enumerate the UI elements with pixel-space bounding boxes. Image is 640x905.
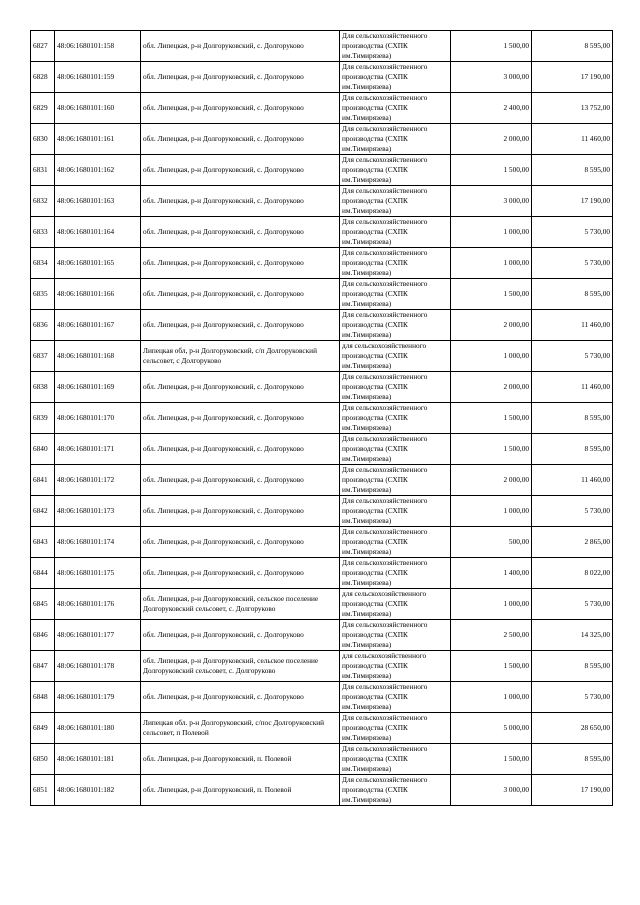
permitted-use-cell: для сельскохозяйственного производства (СХПК им.Тимирязева) [340,589,451,620]
cadastral-number-cell: 48:06:1680101:168 [55,341,141,372]
address-cell: обл. Липецкая, р-н Долгоруковский, с. Долгоруково [141,310,340,341]
cadastral-value-cell: 5 730,00 [532,217,613,248]
permitted-use-cell: Для сельскохозяйственного производства (СХПК им.Тимирязева) [340,279,451,310]
row-number-cell: 6833 [31,217,55,248]
table-row [31,310,613,341]
table-row [31,465,613,496]
cadastral-value-cell: 17 190,00 [532,62,613,93]
row-number-cell: 6838 [31,372,55,403]
permitted-use-cell: Для сельскохозяйственного производства (СХПК им.Тимирязева) [340,527,451,558]
address-cell: обл. Липецкая, р-н Долгоруковский, с. Долгоруково [141,465,340,496]
row-number-cell: 6847 [31,651,55,682]
table-row [31,682,613,713]
cadastral-number-cell: 48:06:1680101:179 [55,682,141,713]
permitted-use-cell: Для сельскохозяйственного производства (СХПК им.Тимирязева) [340,93,451,124]
table-row [31,279,613,310]
table-row [31,31,613,62]
area-cell: 2 000,00 [451,372,532,403]
table-row [31,93,613,124]
cadastral-number-cell: 48:06:1680101:178 [55,651,141,682]
cadastral-value-cell: 11 460,00 [532,124,613,155]
cadastral-value-cell: 17 190,00 [532,775,613,806]
cadastral-number-cell: 48:06:1680101:175 [55,558,141,589]
permitted-use-cell: Для сельскохозяйственного производства (СХПК им.Тимирязева) [340,217,451,248]
cadastral-number-cell: 48:06:1680101:167 [55,310,141,341]
address-cell: обл. Липецкая, р-н Долгоруковский, с. Долгоруково [141,155,340,186]
table-row [31,744,613,775]
cadastral-value-cell: 8 595,00 [532,744,613,775]
address-cell: обл. Липецкая, р-н Долгоруковский, сельское поселение Долгоруковский сельсовет, с. Долгоруково [141,589,340,620]
area-cell: 1 500,00 [451,651,532,682]
row-number-cell: 6829 [31,93,55,124]
area-cell: 1 500,00 [451,434,532,465]
table-row [31,775,613,806]
row-number-cell: 6846 [31,620,55,651]
cadastral-number-cell: 48:06:1680101:177 [55,620,141,651]
table-row [31,248,613,279]
address-cell: обл. Липецкая, р-н Долгоруковский, п. Полевой [141,775,340,806]
address-cell: обл. Липецкая, р-н Долгоруковский, с. Долгоруково [141,434,340,465]
cadastral-number-cell: 48:06:1680101:170 [55,403,141,434]
cadastral-number-cell: 48:06:1680101:164 [55,217,141,248]
cadastral-number-cell: 48:06:1680101:172 [55,465,141,496]
row-number-cell: 6844 [31,558,55,589]
area-cell: 1 000,00 [451,682,532,713]
permitted-use-cell: Для сельскохозяйственного производства (СХПК им.Тимирязева) [340,186,451,217]
permitted-use-cell: Для сельскохозяйственного производства (СХПК им.Тимирязева) [340,310,451,341]
table-body [31,31,613,806]
cadastral-value-cell: 28 650,00 [532,713,613,744]
address-cell: обл. Липецкая, р-н Долгоруковский, с. Долгоруково [141,372,340,403]
area-cell: 3 000,00 [451,186,532,217]
table-row [31,124,613,155]
permitted-use-cell: Для сельскохозяйственного производства (СХПК им.Тимирязева) [340,558,451,589]
area-cell: 500,00 [451,527,532,558]
permitted-use-cell: Для сельскохозяйственного производства (СХПК им.Тимирязева) [340,372,451,403]
area-cell: 2 400,00 [451,93,532,124]
table-row [31,558,613,589]
cadastral-number-cell: 48:06:1680101:160 [55,93,141,124]
row-number-cell: 6851 [31,775,55,806]
permitted-use-cell: для сельскохозяйственного производства (СХПК им.Тимирязева) [340,651,451,682]
row-number-cell: 6827 [31,31,55,62]
address-cell: обл. Липецкая, р-н Долгоруковский, с. Долгоруково [141,558,340,589]
row-number-cell: 6850 [31,744,55,775]
permitted-use-cell: Для сельскохозяйственного производства (СХПК им.Тимирязева) [340,248,451,279]
table-row [31,372,613,403]
cadastral-value-cell: 11 460,00 [532,372,613,403]
address-cell: обл. Липецкая, р-н Долгоруковский, с. Долгоруково [141,217,340,248]
address-cell: обл. Липецкая, р-н Долгоруковский, с. Долгоруково [141,279,340,310]
area-cell: 2 500,00 [451,620,532,651]
address-cell: обл. Липецкая, р-н Долгоруковский, с. Долгоруково [141,620,340,651]
area-cell: 1 500,00 [451,744,532,775]
table-row [31,527,613,558]
cadastral-value-cell: 8 595,00 [532,403,613,434]
row-number-cell: 6834 [31,248,55,279]
address-cell: Липецкая обл. р-н Долгоруковский, с/пос Долгоруковский сельсовет, п Полевой [141,713,340,744]
area-cell: 5 000,00 [451,713,532,744]
address-cell: обл. Липецкая, р-н Долгоруковский, с. Долгоруково [141,248,340,279]
address-cell: обл. Липецкая, р-н Долгоруковский, с. Долгоруково [141,186,340,217]
cadastral-value-cell: 11 460,00 [532,465,613,496]
permitted-use-cell: Для сельскохозяйственного производства (СХПК им.Тимирязева) [340,124,451,155]
cadastral-number-cell: 48:06:1680101:181 [55,744,141,775]
area-cell: 1 500,00 [451,155,532,186]
table-row [31,341,613,372]
area-cell: 1 000,00 [451,248,532,279]
cadastral-value-cell: 5 730,00 [532,341,613,372]
permitted-use-cell: Для сельскохозяйственного производства (СХПК им.Тимирязева) [340,744,451,775]
cadastral-value-cell: 14 325,00 [532,620,613,651]
area-cell: 3 000,00 [451,62,532,93]
row-number-cell: 6842 [31,496,55,527]
row-number-cell: 6840 [31,434,55,465]
area-cell: 2 000,00 [451,124,532,155]
permitted-use-cell: Для сельскохозяйственного производства (СХПК им.Тимирязева) [340,403,451,434]
cadastral-number-cell: 48:06:1680101:171 [55,434,141,465]
permitted-use-cell: для сельскохозяйственного производства (СХПК им.Тимирязева) [340,341,451,372]
land-plots-table [30,30,613,806]
permitted-use-cell: Для сельскохозяйственного производства (СХПК им.Тимирязева) [340,155,451,186]
cadastral-number-cell: 48:06:1680101:169 [55,372,141,403]
row-number-cell: 6835 [31,279,55,310]
address-cell: обл. Липецкая, р-н Долгоруковский, с. Долгоруково [141,124,340,155]
area-cell: 1 000,00 [451,217,532,248]
row-number-cell: 6836 [31,310,55,341]
row-number-cell: 6848 [31,682,55,713]
cadastral-number-cell: 48:06:1680101:182 [55,775,141,806]
address-cell: обл. Липецкая, р-н Долгоруковский, сельское поселение Долгоруковский сельсовет, с. Долгоруково [141,651,340,682]
permitted-use-cell: Для сельскохозяйственного производства (СХПК им.Тимирязева) [340,713,451,744]
cadastral-value-cell: 11 460,00 [532,310,613,341]
cadastral-number-cell: 48:06:1680101:161 [55,124,141,155]
permitted-use-cell: Для сельскохозяйственного производства (СХПК им.Тимирязева) [340,465,451,496]
row-number-cell: 6839 [31,403,55,434]
cadastral-number-cell: 48:06:1680101:173 [55,496,141,527]
cadastral-value-cell: 2 865,00 [532,527,613,558]
address-cell: обл. Липецкая, р-н Долгоруковский, с. Долгоруково [141,403,340,434]
area-cell: 1 000,00 [451,341,532,372]
table-row [31,186,613,217]
table-row [31,589,613,620]
table-row [31,713,613,744]
cadastral-value-cell: 8 595,00 [532,651,613,682]
cadastral-number-cell: 48:06:1680101:166 [55,279,141,310]
row-number-cell: 6843 [31,527,55,558]
area-cell: 1 500,00 [451,279,532,310]
cadastral-number-cell: 48:06:1680101:162 [55,155,141,186]
row-number-cell: 6830 [31,124,55,155]
table-row [31,403,613,434]
address-cell: обл. Липецкая, р-н Долгоруковский, п. Полевой [141,744,340,775]
cadastral-value-cell: 13 752,00 [532,93,613,124]
table-row [31,62,613,93]
area-cell: 1 000,00 [451,589,532,620]
table-row [31,155,613,186]
table-row [31,217,613,248]
cadastral-value-cell: 17 190,00 [532,186,613,217]
cadastral-value-cell: 8 595,00 [532,279,613,310]
row-number-cell: 6845 [31,589,55,620]
cadastral-value-cell: 5 730,00 [532,496,613,527]
cadastral-value-cell: 8 595,00 [532,434,613,465]
table-row [31,620,613,651]
area-cell: 1 500,00 [451,31,532,62]
area-cell: 2 000,00 [451,310,532,341]
address-cell: обл. Липецкая, р-н Долгоруковский, с. Долгоруково [141,527,340,558]
cadastral-number-cell: 48:06:1680101:174 [55,527,141,558]
cadastral-number-cell: 48:06:1680101:158 [55,31,141,62]
address-cell: обл. Липецкая, р-н Долгоруковский, с. Долгоруково [141,31,340,62]
row-number-cell: 6841 [31,465,55,496]
permitted-use-cell: Для сельскохозяйственного производства (СХПК им.Тимирязева) [340,31,451,62]
cadastral-value-cell: 8 022,00 [532,558,613,589]
area-cell: 1 400,00 [451,558,532,589]
area-cell: 1 000,00 [451,496,532,527]
address-cell: обл. Липецкая, р-н Долгоруковский, с. Долгоруково [141,682,340,713]
permitted-use-cell: Для сельскохозяйственного производства (СХПК им.Тимирязева) [340,775,451,806]
permitted-use-cell: Для сельскохозяйственного производства (СХПК им.Тимирязева) [340,620,451,651]
cadastral-number-cell: 48:06:1680101:159 [55,62,141,93]
row-number-cell: 6837 [31,341,55,372]
address-cell: Липецкая обл, р-н Долгоруковский, с/п Долгоруковский сельсовет, с Долгоруково [141,341,340,372]
area-cell: 1 500,00 [451,403,532,434]
permitted-use-cell: Для сельскохозяйственного производства (СХПК им.Тимирязева) [340,62,451,93]
table-row [31,434,613,465]
cadastral-value-cell: 8 595,00 [532,31,613,62]
cadastral-number-cell: 48:06:1680101:165 [55,248,141,279]
row-number-cell: 6832 [31,186,55,217]
cadastral-number-cell: 48:06:1680101:180 [55,713,141,744]
cadastral-value-cell: 8 595,00 [532,155,613,186]
address-cell: обл. Липецкая, р-н Долгоруковский, с. Долгоруково [141,496,340,527]
area-cell: 2 000,00 [451,465,532,496]
permitted-use-cell: Для сельскохозяйственного производства (СХПК им.Тимирязева) [340,496,451,527]
permitted-use-cell: Для сельскохозяйственного производства (СХПК им.Тимирязева) [340,434,451,465]
table-row [31,496,613,527]
cadastral-value-cell: 5 730,00 [532,682,613,713]
cadastral-number-cell: 48:06:1680101:163 [55,186,141,217]
address-cell: обл. Липецкая, р-н Долгоруковский, с. Долгоруково [141,93,340,124]
permitted-use-cell: Для сельскохозяйственного производства (СХПК им.Тимирязева) [340,682,451,713]
cadastral-value-cell: 5 730,00 [532,589,613,620]
table-row [31,651,613,682]
cadastral-number-cell: 48:06:1680101:176 [55,589,141,620]
row-number-cell: 6849 [31,713,55,744]
row-number-cell: 6831 [31,155,55,186]
area-cell: 3 000,00 [451,775,532,806]
row-number-cell: 6828 [31,62,55,93]
cadastral-value-cell: 5 730,00 [532,248,613,279]
address-cell: обл. Липецкая, р-н Долгоруковский, с. Долгоруково [141,62,340,93]
